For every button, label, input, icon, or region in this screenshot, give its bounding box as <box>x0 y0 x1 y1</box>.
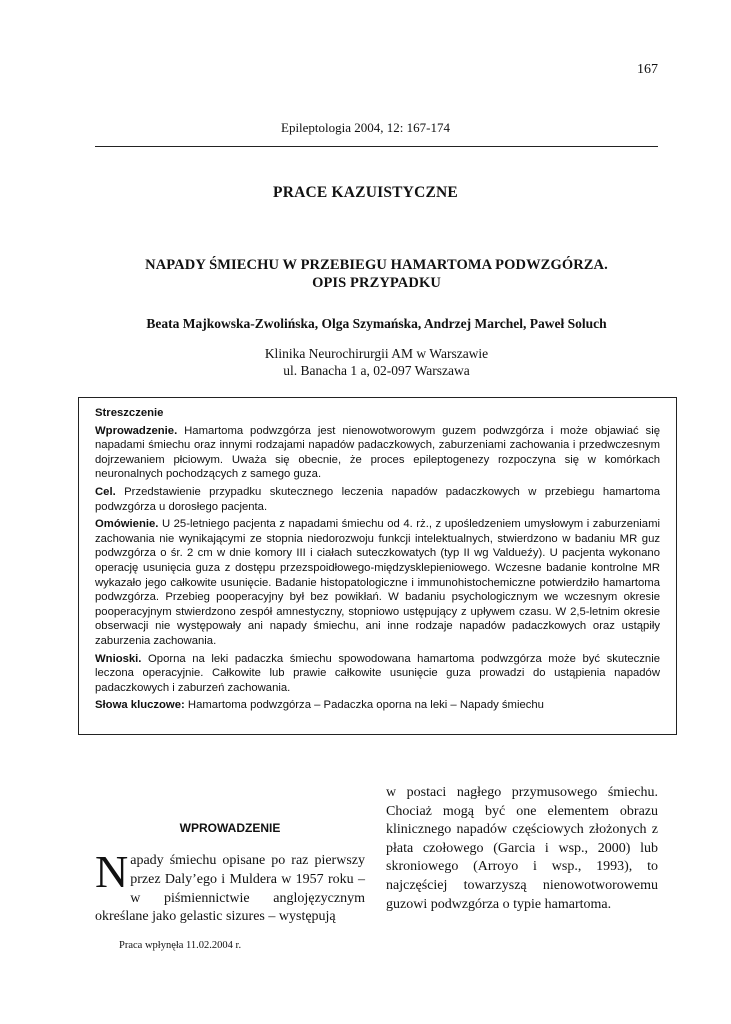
introduction-text <box>95 846 365 927</box>
article-title-line-2: OPIS PRZYPADKU <box>312 275 441 291</box>
abstract-aim-label: Cel. <box>95 485 116 498</box>
affiliation-line-2: ul. Banacha 1 a, 02-097 Warszawa <box>283 363 470 378</box>
abstract-keywords <box>95 698 660 713</box>
section-heading: PRACE KAZUISTYCZNE <box>273 184 458 201</box>
abstract-keywords-label: Słowa kluczowe: <box>95 699 185 712</box>
abstract-introduction-label: Wprowadzenie. <box>95 424 178 437</box>
introduction-heading: WPROWADZENIE <box>179 821 281 835</box>
page-number: 167 <box>637 62 658 77</box>
header-divider <box>95 146 658 147</box>
right-column-text: w postaci nagłego przymusowego śmiechu. Chociaż mogą być one elementem obrazu klinicznego napadów częściowych złożonych z płata czołowego (Garcia i wsp., 2000) lub skroniowego (Arroyo i wsp., 1993), to najczęściej towarzyszą nienowotworowemu guzowi podwzgórza o typie hamartoma. <box>386 785 658 912</box>
abstract-introduction-text: Hamartoma podwzgórza jest nienowotworowym guzem podwzgórza i może objawiać się napadami śmiechu oraz innymi rodzajami napadów padaczkowych, zaburzeniami zachowania i przedwczesnym dojrzewaniem płciowym. Uważa się obecnie, że proces epileptogenezy rozpoczyna się w komórkach neuronalnych pochodzących z samego guza. <box>95 424 660 481</box>
authors: Beata Majkowska-Zwolińska, Olga Szymańska, Andrzej Marchel, Paweł Soluch <box>146 316 607 331</box>
abstract-aim-text: Przedstawienie przypadku skutecznego leczenia napadów padaczkowych w przebiegu hamartoma podwzgórza u dorosłego pacjenta. <box>95 485 660 513</box>
abstract-discussion-text: U 25-letniego pacjenta z napadami śmiechu od 4. rż., z upośledzeniem umysłowym i zaburzeniami zachowania nie wynikającymi ze stopnia niedorozwoju funkcji intelektualnych, stwierdzono w badaniu MR guz podwzgórza o śr. 2 cm w dnie komory III i ciałach suteczkowatych (typ II wg Valdueźy). U pacjenta wykonano operację usunięcia guza z dostępu przezspoidłowego-międzysklepieniowego. Wczesne badanie kontrolne MR wykazało jego całkowite usunięcie. Badanie histopatologiczne i immunohistochemiczne potwierdziło hamartoma podwzgórza. Przebieg pooperacyjny był bez powikłań. W badaniu psychologicznym we wczesnym okresie pooperacyjnym stwierdzono zespół amnestyczny, stopniowo ustępujący z upływem czasu. W 2,5-letnim okresie obserwacji nie występowały ani napady śmiechu, ani inne rodzaje napadów padaczkowych oraz ustąpiły zaburzenia zachowania. <box>95 518 660 647</box>
article-title-line-1: NAPADY ŚMIECHU W PRZEBIEGU HAMARTOMA PODWZGÓRZA. <box>145 257 608 273</box>
affiliation-line-1: Klinika Neurochirurgii AM w Warszawie <box>264 346 489 361</box>
journal-reference: Epileptologia 2004, 12: 167-174 <box>281 120 450 135</box>
abstract-discussion-label: Omówienie. <box>95 518 159 531</box>
drop-cap: N <box>95 846 129 897</box>
abstract-aim <box>95 485 660 514</box>
abstract-conclusions <box>95 652 660 696</box>
affiliation <box>95 345 658 379</box>
abstract-introduction <box>95 424 660 482</box>
introduction-body: apady śmiechu opisane po raz pierwszy przez Daly’ego i Muldera w 1957 roku – w piśmiennictwie anglojęzycznym określane jako gelastic sizures – występują <box>95 853 365 925</box>
abstract-conclusions-label: Wnioski. <box>95 652 142 665</box>
abstract-heading: Streszczenie <box>95 407 164 419</box>
abstract-keywords-text: Hamartoma podwzgórza – Padaczka oporna na leki – Napady śmiechu <box>184 699 544 712</box>
abstract-conclusions-text: Oporna na leki padaczka śmiechu spowodowana hamartoma podwzgórza może być skutecznie leczona operacyjnie. Całkowite lub prawie całkowite usunięcie guza prowadzi do ustąpienia napadów padaczkowych i zaburzeń zachowania. <box>95 652 660 694</box>
article-title <box>95 256 658 292</box>
abstract-discussion <box>95 517 660 648</box>
abstract-box <box>78 397 677 735</box>
received-note: Praca wpłynęła 11.02.2004 r. <box>119 940 242 951</box>
